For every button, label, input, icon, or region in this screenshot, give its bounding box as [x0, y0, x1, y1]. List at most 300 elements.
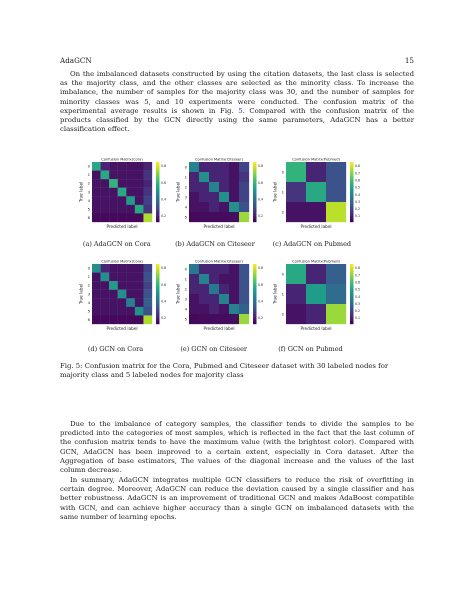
matrix-cell [109, 179, 118, 188]
matrix-cell [126, 196, 135, 205]
y-tick-label: 0 [184, 266, 187, 272]
colorbar-segment [253, 323, 257, 325]
colorbar-segment [350, 207, 354, 209]
colorbar-segment [350, 179, 354, 181]
matrix-title: Confusion Matrix(Citeseer) [194, 259, 244, 264]
y-tick-label: 4 [184, 204, 187, 210]
matrix-cell [143, 188, 152, 197]
colorbar-segment [253, 188, 257, 190]
matrix-cell [109, 315, 118, 324]
matrix-cell [306, 182, 326, 202]
colorbar-segment [253, 281, 257, 283]
colorbar-segment [156, 170, 160, 172]
colorbar-segment [156, 164, 160, 166]
colorbar-segment [156, 219, 160, 221]
colorbar-segment [156, 194, 160, 196]
colorbar-segment [156, 296, 160, 298]
matrix-cell [199, 202, 209, 212]
colorbar-segment [253, 284, 257, 286]
colorbar-segment [253, 194, 257, 196]
colorbar-tick-label: 0.8 [258, 164, 264, 169]
colorbar-segment [156, 294, 160, 296]
matrix-cell [101, 188, 110, 197]
matrix-cell [135, 188, 144, 197]
matrix-cell [143, 205, 152, 214]
matrix-cell [126, 264, 135, 273]
matrix-cell [135, 264, 144, 273]
matrix-cell [326, 284, 346, 304]
matrix-cell [101, 273, 110, 282]
colorbar-segment [350, 165, 354, 167]
y-tick-label: 1 [184, 174, 187, 180]
matrix-cell [101, 281, 110, 290]
colorbar-segment [156, 216, 160, 218]
colorbar-segment [350, 210, 354, 212]
colorbar-tick-label: 0.8 [161, 266, 167, 271]
matrix-cell [219, 304, 229, 314]
colorbar-segment [156, 270, 160, 272]
colorbar-segment [350, 266, 354, 268]
colorbar-segment [156, 323, 160, 325]
matrix-cell [189, 172, 199, 182]
matrix-cell [101, 205, 110, 214]
colorbar-segment [253, 186, 257, 188]
matrix-cell [109, 298, 118, 307]
matrix-cell [135, 298, 144, 307]
colorbar-segment [253, 294, 257, 296]
matrix-cell [126, 162, 135, 171]
matrix-cell [199, 284, 209, 294]
colorbar-segment [253, 276, 257, 278]
matrix-cell [92, 188, 101, 197]
colorbar-segment [253, 311, 257, 313]
colorbar-segment [253, 221, 257, 223]
colorbar-segment [156, 185, 160, 187]
colorbar-tick-label: 0.3 [355, 301, 361, 306]
colorbar-segment [156, 201, 160, 203]
colorbar-tick-label: 0.2 [355, 207, 361, 212]
colorbar-segment [350, 173, 354, 175]
y-tick-label: 2 [281, 209, 284, 215]
matrix-cell [101, 315, 110, 324]
colorbar-segment [156, 282, 160, 284]
colorbar-segment [350, 171, 354, 173]
matrix-cell [126, 179, 135, 188]
y-tick-label: 6 [87, 215, 90, 221]
colorbar-segment [156, 306, 160, 308]
colorbar-segment [350, 167, 354, 169]
matrix-cell [92, 179, 101, 188]
colorbar-segment [350, 284, 354, 286]
colorbar-tick-label: 0.5 [355, 185, 361, 190]
colorbar-segment [253, 269, 257, 271]
colorbar-segment [350, 314, 354, 316]
colorbar-tick-label: 0.2 [258, 214, 264, 219]
paragraph-intro [60, 70, 414, 134]
matrix-cell [239, 314, 249, 324]
matrix-cell [92, 264, 101, 273]
colorbar-segment [350, 308, 354, 310]
y-tick-label: 2 [184, 184, 187, 190]
colorbar-segment [253, 321, 257, 323]
colorbar-segment [350, 164, 354, 166]
matrix-cell [143, 273, 152, 282]
matrix-cell [135, 196, 144, 205]
colorbar-segment [156, 287, 160, 289]
colorbar-segment [156, 192, 160, 194]
colorbar-segment [350, 318, 354, 320]
colorbar-segment [253, 315, 257, 317]
colorbar-segment [253, 303, 257, 305]
matrix-cell [126, 213, 135, 222]
matrix-cell [101, 162, 110, 171]
colorbar-segment [156, 293, 160, 295]
colorbar-segment [253, 177, 257, 179]
colorbar-segment [253, 215, 257, 217]
subfigure-caption: (f) GCN on Pubmed [278, 345, 343, 353]
matrix-cell [118, 205, 127, 214]
colorbar-segment [156, 174, 160, 176]
figure-caption-text: Confusion matrix for the Cora, Pubmed and Citeseer dataset with 30 labeled nodes for majority class and 5 labeled nodes for majority class [60, 362, 389, 380]
y-tick-label: 0 [281, 169, 284, 175]
colorbar-segment [253, 206, 257, 208]
matrix-cell [326, 182, 346, 202]
matrix-cell [239, 294, 249, 304]
y-tick-label: 2 [281, 311, 284, 317]
colorbar-tick-label: 0.4 [161, 197, 167, 202]
colorbar-segment [253, 189, 257, 191]
colorbar-segment [253, 297, 257, 299]
colorbar-segment [156, 281, 160, 283]
confusion-matrix-3 [272, 156, 384, 240]
colorbar-tick-label: 0.6 [355, 178, 361, 183]
colorbar-segment [156, 288, 160, 290]
colorbar-segment [253, 204, 257, 206]
y-tick-label: 1 [87, 274, 90, 280]
colorbar-segment [253, 213, 257, 215]
colorbar-segment [350, 209, 354, 211]
matrix-cell [219, 162, 229, 172]
colorbar-segment [350, 219, 354, 221]
colorbar-segment [350, 191, 354, 193]
matrix-cell [199, 304, 209, 314]
colorbar-tick-label: 0.2 [161, 316, 167, 321]
colorbar-segment [350, 323, 354, 325]
colorbar-segment [350, 218, 354, 220]
matrix-cell [101, 264, 110, 273]
colorbar-segment [253, 207, 257, 209]
colorbar-segment [350, 206, 354, 208]
matrix-cell [209, 274, 219, 284]
colorbar-segment [253, 201, 257, 203]
y-tick-label: 1 [87, 172, 90, 178]
colorbar-segment [350, 315, 354, 317]
colorbar-segment [350, 273, 354, 275]
colorbar-segment [350, 297, 354, 299]
colorbar-segment [253, 164, 257, 166]
colorbar-segment [350, 311, 354, 313]
y-axis-label: True label [272, 283, 278, 305]
colorbar-segment [350, 287, 354, 289]
colorbar-segment [156, 180, 160, 182]
colorbar-segment [350, 215, 354, 217]
colorbar-segment [253, 305, 257, 307]
matrix-title: Confusion Matrix(Pubmed) [292, 157, 340, 162]
colorbar-segment [156, 312, 160, 314]
y-axis-label: True label [272, 181, 278, 203]
matrix-cell [199, 162, 209, 172]
colorbar-segment [253, 212, 257, 214]
colorbar-segment [156, 308, 160, 310]
matrix-cell [126, 188, 135, 197]
colorbar-tick-label: 0.6 [161, 180, 167, 185]
colorbar-segment [253, 191, 257, 193]
colorbar-segment [350, 216, 354, 218]
y-tick-label: 0 [87, 265, 90, 271]
matrix-cell [229, 212, 239, 222]
colorbar-segment [156, 171, 160, 173]
matrix-cell [109, 188, 118, 197]
matrix-cell [135, 273, 144, 282]
colorbar-segment [156, 269, 160, 271]
y-tick-label: 0 [87, 163, 90, 169]
colorbar-segment [156, 267, 160, 269]
matrix-cell [135, 307, 144, 316]
matrix-cell [92, 290, 101, 299]
matrix-cell [229, 264, 239, 274]
colorbar-segment [156, 204, 160, 206]
confusion-matrix-2 [175, 156, 287, 240]
matrix-cell [92, 281, 101, 290]
matrix-cell [209, 304, 219, 314]
colorbar-segment [350, 177, 354, 179]
matrix-cell [306, 284, 326, 304]
matrix-cell [92, 307, 101, 316]
matrix-cell [101, 213, 110, 222]
colorbar-segment [156, 303, 160, 305]
colorbar-segment [156, 290, 160, 292]
colorbar-tick-label: 0.4 [258, 197, 264, 202]
matrix-cell [118, 281, 127, 290]
matrix-cell [126, 273, 135, 282]
colorbar-segment [350, 320, 354, 322]
matrix-cell [219, 182, 229, 192]
matrix-cell [189, 314, 199, 324]
y-tick-label: 0 [184, 164, 187, 170]
matrix-cell [135, 281, 144, 290]
matrix-cell [209, 212, 219, 222]
matrix-cell [286, 162, 306, 182]
matrix-cell [101, 290, 110, 299]
colorbar-segment [253, 306, 257, 308]
colorbar-segment [253, 264, 257, 266]
colorbar-segment [253, 312, 257, 314]
colorbar-segment [350, 182, 354, 184]
matrix-cell [209, 182, 219, 192]
colorbar-segment [156, 272, 160, 274]
matrix-cell [209, 284, 219, 294]
matrix-cell [209, 202, 219, 212]
matrix-cell [189, 304, 199, 314]
colorbar-segment [156, 305, 160, 307]
colorbar-segment [350, 180, 354, 182]
matrix-cell [109, 273, 118, 282]
colorbar-tick-label: 0.7 [355, 171, 361, 176]
matrix-cell [286, 264, 306, 284]
y-tick-label: 3 [87, 189, 90, 195]
colorbar-segment [350, 312, 354, 314]
x-axis-label: Predicted label [300, 326, 332, 331]
x-axis-label: Predicted label [300, 224, 332, 229]
matrix-title: Confusion Matrix(Cora) [101, 259, 143, 264]
matrix-cell [109, 281, 118, 290]
colorbar-segment [156, 212, 160, 214]
x-axis-label: Predicted label [106, 224, 138, 229]
y-tick-label: 3 [184, 194, 187, 200]
matrix-cell [135, 205, 144, 214]
matrix-cell [126, 281, 135, 290]
matrix-cell [126, 171, 135, 180]
x-axis-label: Predicted label [106, 326, 138, 331]
y-tick-label: 0 [281, 271, 284, 277]
matrix-cell [143, 290, 152, 299]
colorbar-segment [350, 185, 354, 187]
colorbar-segment [350, 303, 354, 305]
colorbar-tick-label: 0.6 [258, 180, 264, 185]
matrix-cell [135, 290, 144, 299]
colorbar-segment [350, 293, 354, 295]
colorbar-segment [350, 192, 354, 194]
colorbar-segment [350, 201, 354, 203]
colorbar-segment [253, 170, 257, 172]
colorbar-segment [253, 293, 257, 295]
matrix-cell [229, 192, 239, 202]
matrix-cell [109, 162, 118, 171]
colorbar-segment [156, 177, 160, 179]
colorbar-segment [350, 305, 354, 307]
colorbar-segment [350, 300, 354, 302]
colorbar-segment [156, 311, 160, 313]
colorbar-segment [350, 291, 354, 293]
matrix-cell [143, 281, 152, 290]
matrix-cell [109, 196, 118, 205]
matrix-cell [109, 290, 118, 299]
matrix-cell [143, 179, 152, 188]
matrix-cell [92, 213, 101, 222]
colorbar-segment [350, 267, 354, 269]
colorbar-segment [253, 285, 257, 287]
matrix-cell [126, 290, 135, 299]
matrix-cell [189, 162, 199, 172]
colorbar-segment [350, 170, 354, 172]
colorbar-segment [253, 218, 257, 220]
y-axis-label: True label [78, 181, 84, 203]
matrix-cell [306, 202, 326, 222]
matrix-cell [101, 171, 110, 180]
colorbar-tick-label: 0.8 [355, 266, 361, 271]
matrix-cell [118, 264, 127, 273]
colorbar-segment [350, 204, 354, 206]
colorbar-segment [350, 188, 354, 190]
colorbar-segment [156, 168, 160, 170]
colorbar-segment [253, 302, 257, 304]
matrix-cell [92, 205, 101, 214]
colorbar-tick-label: 0.4 [355, 294, 361, 299]
colorbar-segment [350, 264, 354, 266]
colorbar-segment [253, 317, 257, 319]
colorbar-segment [156, 300, 160, 302]
matrix-cell [143, 196, 152, 205]
colorbar-segment [350, 174, 354, 176]
header-title: AdaGCN [60, 56, 92, 65]
colorbar-segment [350, 176, 354, 178]
matrix-cell [109, 213, 118, 222]
confusion-matrix-4 [78, 258, 190, 342]
colorbar-segment [253, 270, 257, 272]
subfigure-caption: (a) AdaGCN on Cora [82, 240, 151, 248]
colorbar-segment [350, 281, 354, 283]
colorbar-segment [350, 168, 354, 170]
matrix-cell [92, 162, 101, 171]
y-tick-label: 4 [87, 299, 90, 305]
matrix-cell [118, 273, 127, 282]
colorbar-segment [253, 198, 257, 200]
matrix-cell [229, 294, 239, 304]
colorbar-segment [156, 315, 160, 317]
matrix-cell [199, 212, 209, 222]
colorbar-segment [350, 276, 354, 278]
colorbar-segment [156, 276, 160, 278]
matrix-cell [118, 171, 127, 180]
figure-reference-link[interactable]: 5 [238, 106, 243, 115]
colorbar-tick-label: 0.2 [355, 309, 361, 314]
y-tick-label: 4 [87, 197, 90, 203]
matrix-cell [219, 314, 229, 324]
colorbar-tick-label: 0.4 [355, 192, 361, 197]
matrix-cell [239, 172, 249, 182]
colorbar-segment [156, 291, 160, 293]
colorbar-tick-label: 0.6 [258, 282, 264, 287]
colorbar-segment [156, 302, 160, 304]
colorbar-segment [253, 314, 257, 316]
colorbar-segment [253, 287, 257, 289]
colorbar-segment [350, 317, 354, 319]
colorbar-segment [350, 270, 354, 272]
colorbar-segment [253, 192, 257, 194]
colorbar-tick-label: 0.5 [355, 287, 361, 292]
colorbar-segment [350, 189, 354, 191]
matrix-cell [229, 284, 239, 294]
colorbar-segment [156, 182, 160, 184]
matrix-cell [239, 304, 249, 314]
y-tick-label: 3 [87, 291, 90, 297]
matrix-cell [101, 179, 110, 188]
colorbar-segment [350, 200, 354, 202]
matrix-cell [286, 202, 306, 222]
matrix-cell [209, 314, 219, 324]
colorbar-segment [253, 167, 257, 169]
y-tick-label: 3 [184, 296, 187, 302]
colorbar-segment [350, 285, 354, 287]
colorbar-segment [156, 279, 160, 281]
colorbar-tick-label: 0.2 [258, 316, 264, 321]
matrix-cell [135, 179, 144, 188]
colorbar-segment [253, 266, 257, 268]
colorbar-segment [350, 294, 354, 296]
colorbar-segment [156, 179, 160, 181]
colorbar-segment [156, 275, 160, 277]
matrix-cell [92, 315, 101, 324]
